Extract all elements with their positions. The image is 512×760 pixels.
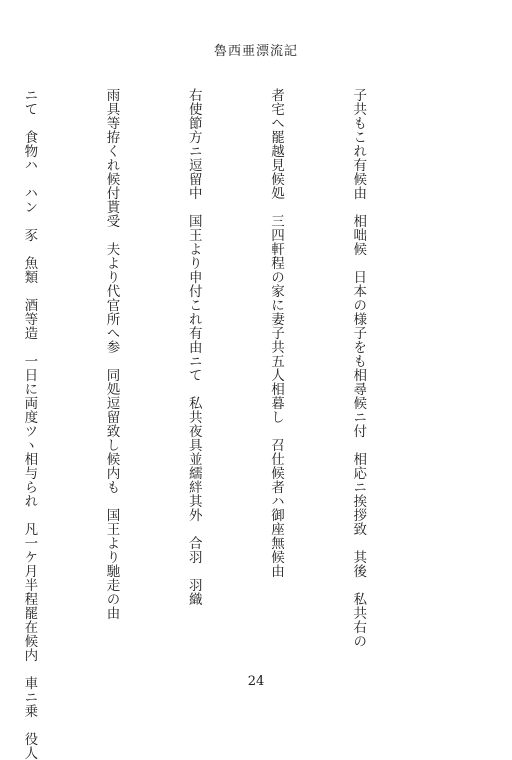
text-line: ニて 食物ハ ハン 豕 魚類 酒等造 一日に両度ツヽ相与られ 凡一ケ月半程罷在候内 車ニ乗 役人 <box>21 88 38 760</box>
page-title: 魯西亜漂流記 <box>213 44 298 59</box>
text-line: 右使節方ニ逗留中 国王より申付これ有由ニて 私共夜具並繻絆其外 合羽 羽織 <box>185 88 202 606</box>
text-line: 者宅へ罷越見候処 三四軒程の家に妻子共五人相暮し 召仕候者ハ御座無候由 <box>267 88 284 578</box>
page-number: 24 <box>247 674 265 689</box>
text-line: 子共もこれ有候由 相咄候 日本の様子をも相尋候ニ付 相応ニ挨拶致 其後 私共右の <box>350 88 367 648</box>
text-line: 雨具等拵くれ候付貰受 夫より代官所へ参 同処逗留致し候内も 国王より馳走の由 <box>103 88 120 620</box>
